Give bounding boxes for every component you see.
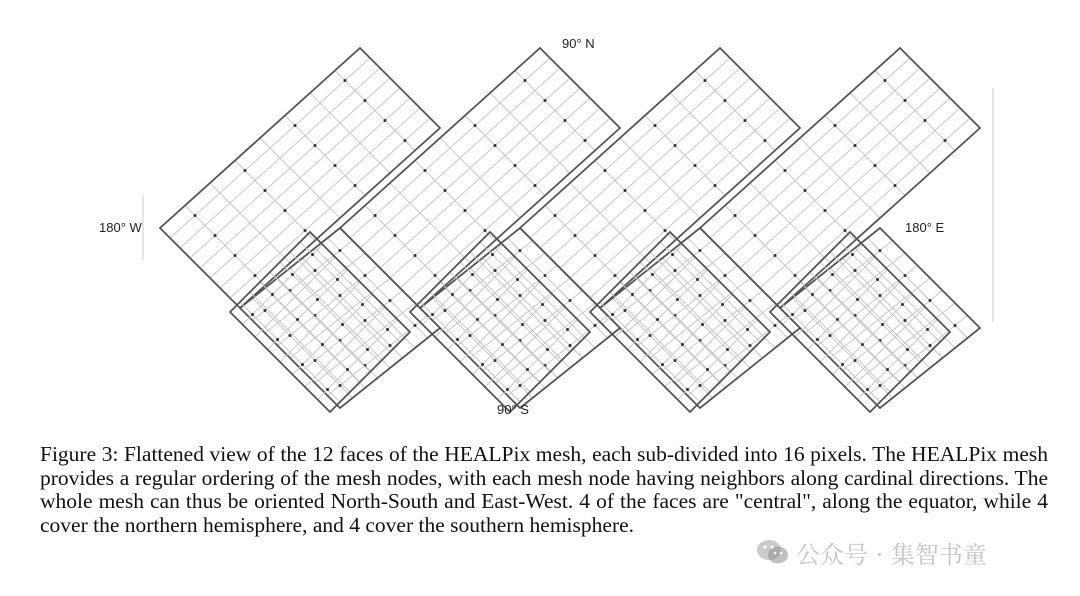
mesh-node bbox=[836, 318, 839, 321]
mesh-face bbox=[590, 232, 770, 412]
mesh-node bbox=[944, 139, 947, 142]
mesh-node bbox=[681, 343, 684, 346]
mesh-node bbox=[661, 363, 664, 366]
mesh-node bbox=[346, 368, 349, 371]
mesh-node bbox=[276, 338, 279, 341]
mesh-node bbox=[361, 303, 364, 306]
mesh-node bbox=[476, 318, 479, 321]
mesh-node bbox=[566, 328, 569, 331]
mesh-node bbox=[861, 343, 864, 346]
label-west: 180° W bbox=[99, 220, 142, 235]
mesh-node bbox=[876, 278, 879, 281]
mesh-node bbox=[264, 309, 267, 312]
mesh-node bbox=[749, 344, 752, 347]
mesh-node bbox=[791, 313, 794, 316]
mesh-node bbox=[701, 323, 704, 326]
mesh-node bbox=[244, 169, 247, 172]
subgrid-line bbox=[290, 278, 390, 358]
mesh-node bbox=[676, 298, 679, 301]
mesh-node bbox=[604, 169, 607, 172]
subgrid-line bbox=[508, 316, 608, 396]
mesh-node bbox=[699, 384, 702, 387]
mesh-node bbox=[434, 274, 437, 277]
mesh-node bbox=[884, 79, 887, 82]
mesh-node bbox=[541, 303, 544, 306]
mesh-node bbox=[594, 324, 597, 327]
mesh-node bbox=[469, 334, 472, 337]
mesh-node bbox=[314, 144, 317, 147]
mesh-node bbox=[304, 229, 307, 232]
mesh-node bbox=[851, 253, 854, 256]
mesh-face bbox=[600, 228, 800, 408]
watermark bbox=[756, 536, 987, 568]
mesh-node bbox=[714, 184, 717, 187]
mesh-node bbox=[644, 209, 647, 212]
mesh-node bbox=[251, 313, 254, 316]
subgrid-line bbox=[675, 248, 775, 348]
mesh-node bbox=[484, 229, 487, 232]
subgrid-line bbox=[335, 71, 415, 151]
mesh-node bbox=[424, 169, 427, 172]
wechat-icon bbox=[756, 538, 790, 566]
mesh-node bbox=[584, 139, 587, 142]
mesh-node bbox=[866, 388, 869, 391]
mesh-node bbox=[271, 293, 274, 296]
subgrid-line bbox=[410, 118, 610, 298]
subgrid-line bbox=[663, 258, 763, 358]
mesh-node bbox=[444, 189, 447, 192]
subgrid-line bbox=[850, 93, 930, 173]
mesh-node bbox=[854, 359, 857, 362]
mesh-node bbox=[904, 274, 907, 277]
mesh-node bbox=[506, 388, 509, 391]
subgrid-line bbox=[328, 316, 428, 396]
mesh-node bbox=[674, 144, 677, 147]
mesh-node bbox=[456, 338, 459, 341]
mesh-node bbox=[824, 209, 827, 212]
mesh-node bbox=[389, 344, 392, 347]
label-east: 180° E bbox=[905, 220, 945, 235]
mesh-node bbox=[686, 388, 689, 391]
subgrid-line bbox=[843, 258, 943, 358]
mesh-node bbox=[774, 254, 777, 257]
subgrid-line bbox=[285, 116, 365, 196]
mesh-node bbox=[366, 348, 369, 351]
subgrid-line bbox=[830, 278, 930, 358]
mesh-node bbox=[544, 319, 547, 322]
mesh-node bbox=[749, 299, 752, 302]
mesh-node bbox=[624, 309, 627, 312]
mesh-node bbox=[364, 319, 367, 322]
mesh-node bbox=[314, 269, 317, 272]
mesh-node bbox=[624, 189, 627, 192]
mesh-node bbox=[519, 384, 522, 387]
mesh-node bbox=[471, 273, 474, 276]
subgrid-line bbox=[230, 118, 430, 298]
mesh-node bbox=[516, 278, 519, 281]
mesh-node bbox=[336, 278, 339, 281]
figure-caption: Figure 3: Flattened view of the 12 faces of the HEALPix mesh, each sub-divided into 16 pixels. The HEALPix mesh provides a regular ordering of the mesh nodes, with each mesh node having neighbors along cardinal directions. The whole mesh can thus be oriented North-South and East-West. 4 of the faces are "central", along the equator, while 4 cover the northern hemisphere, and 4 cover the southern hemisphere. bbox=[40, 442, 1048, 537]
mesh-node bbox=[414, 324, 417, 327]
mesh-node bbox=[746, 328, 749, 331]
mesh-node bbox=[724, 319, 727, 322]
mesh-node bbox=[631, 293, 634, 296]
mesh-node bbox=[316, 298, 319, 301]
mesh-node bbox=[886, 368, 889, 371]
mesh-node bbox=[546, 348, 549, 351]
mesh-node bbox=[339, 294, 342, 297]
mesh-node bbox=[284, 209, 287, 212]
mesh-face bbox=[160, 48, 440, 308]
mesh-node bbox=[264, 189, 267, 192]
mesh-node bbox=[844, 229, 847, 232]
mesh-node bbox=[491, 253, 494, 256]
mesh-node bbox=[354, 184, 357, 187]
subgrid-line bbox=[855, 248, 955, 348]
mesh-node bbox=[526, 368, 529, 371]
mesh-node bbox=[289, 334, 292, 337]
mesh-node bbox=[674, 359, 677, 362]
mesh-node bbox=[254, 274, 257, 277]
mesh-node bbox=[841, 363, 844, 366]
mesh-node bbox=[334, 164, 337, 167]
mesh-node bbox=[294, 124, 297, 127]
mesh-node bbox=[301, 363, 304, 366]
mesh-node bbox=[521, 323, 524, 326]
mesh-node bbox=[464, 209, 467, 212]
subgrid-line bbox=[400, 108, 600, 288]
mesh-node bbox=[664, 229, 667, 232]
mesh-node bbox=[374, 214, 377, 217]
mesh-node bbox=[726, 348, 729, 351]
mesh-node bbox=[569, 299, 572, 302]
mesh-node bbox=[704, 79, 707, 82]
subgrid-line bbox=[310, 93, 390, 173]
watermark-text: 公众号 · 集智书童 bbox=[796, 540, 987, 569]
mesh-node bbox=[881, 323, 884, 326]
mesh-node bbox=[614, 274, 617, 277]
mesh-node bbox=[699, 294, 702, 297]
mesh-node bbox=[671, 253, 674, 256]
subgrid-line bbox=[770, 118, 970, 298]
mesh-node bbox=[474, 124, 477, 127]
mesh-node bbox=[721, 303, 724, 306]
mesh-node bbox=[924, 119, 927, 122]
mesh-node bbox=[854, 144, 857, 147]
mesh-node bbox=[394, 234, 397, 237]
mesh-node bbox=[364, 274, 367, 277]
mesh-node bbox=[321, 343, 324, 346]
subgrid-line bbox=[760, 108, 960, 288]
mesh-node bbox=[774, 324, 777, 327]
mesh-node bbox=[389, 299, 392, 302]
mesh-node bbox=[291, 273, 294, 276]
subgrid-line bbox=[695, 71, 775, 151]
mesh-face bbox=[410, 232, 590, 412]
mesh-node bbox=[724, 274, 727, 277]
mesh-node bbox=[904, 99, 907, 102]
mesh-node bbox=[904, 319, 907, 322]
mesh-node bbox=[694, 164, 697, 167]
mesh-faces bbox=[160, 48, 980, 412]
subgrid-line bbox=[580, 108, 780, 288]
mesh-node bbox=[594, 254, 597, 257]
mesh-node bbox=[804, 309, 807, 312]
mesh-node bbox=[654, 124, 657, 127]
mesh-node bbox=[451, 293, 454, 296]
mesh-node bbox=[929, 344, 932, 347]
subgrid-line bbox=[315, 248, 415, 348]
subgrid-line bbox=[650, 278, 750, 358]
mesh-node bbox=[341, 323, 344, 326]
mesh-node bbox=[444, 309, 447, 312]
mesh-node bbox=[384, 119, 387, 122]
mesh-node bbox=[494, 359, 497, 362]
subgrid-line bbox=[868, 316, 968, 396]
mesh-node bbox=[636, 338, 639, 341]
mesh-node bbox=[519, 294, 522, 297]
mesh-node bbox=[414, 254, 417, 257]
mesh-node bbox=[544, 99, 547, 102]
mesh-face bbox=[770, 232, 950, 412]
mesh-face bbox=[240, 228, 440, 408]
subgrid-line bbox=[875, 71, 955, 151]
mesh-node bbox=[564, 119, 567, 122]
mesh-face bbox=[420, 228, 620, 408]
mesh-node bbox=[764, 139, 767, 142]
mesh-node bbox=[879, 384, 882, 387]
mesh-node bbox=[611, 313, 614, 316]
mesh-node bbox=[234, 254, 237, 257]
mesh-node bbox=[311, 253, 314, 256]
mesh-node bbox=[831, 273, 834, 276]
mesh-node bbox=[574, 234, 577, 237]
mesh-node bbox=[431, 313, 434, 316]
mesh-node bbox=[214, 234, 217, 237]
mesh-node bbox=[699, 249, 702, 252]
mesh-node bbox=[926, 328, 929, 331]
mesh-node bbox=[194, 214, 197, 217]
mesh-node bbox=[874, 164, 877, 167]
mesh-node bbox=[674, 269, 677, 272]
mesh-node bbox=[651, 273, 654, 276]
mesh-node bbox=[816, 338, 819, 341]
mesh-node bbox=[894, 184, 897, 187]
mesh-node bbox=[794, 274, 797, 277]
mesh-node bbox=[856, 298, 859, 301]
mesh-node bbox=[494, 144, 497, 147]
mesh-node bbox=[404, 139, 407, 142]
mesh-node bbox=[804, 189, 807, 192]
label-south: 90° S bbox=[497, 402, 529, 417]
subgrid-line bbox=[470, 278, 570, 358]
subgrid-line bbox=[688, 316, 788, 396]
mesh-node bbox=[519, 249, 522, 252]
mesh-node bbox=[734, 214, 737, 217]
mesh-node bbox=[656, 318, 659, 321]
mesh-node bbox=[386, 328, 389, 331]
mesh-node bbox=[296, 318, 299, 321]
subgrid-line bbox=[590, 118, 790, 298]
mesh-node bbox=[514, 164, 517, 167]
mesh-node bbox=[811, 293, 814, 296]
mesh-node bbox=[494, 269, 497, 272]
mesh-node bbox=[339, 249, 342, 252]
subgrid-line bbox=[220, 108, 420, 288]
mesh-node bbox=[929, 299, 932, 302]
subgrid-line bbox=[495, 248, 595, 348]
mesh-node bbox=[534, 184, 537, 187]
mesh-node bbox=[834, 124, 837, 127]
subgrid-line bbox=[645, 116, 725, 196]
label-north: 90° N bbox=[562, 36, 595, 51]
mesh-node bbox=[754, 234, 757, 237]
mesh-node bbox=[706, 368, 709, 371]
mesh-node bbox=[326, 388, 329, 391]
mesh-face bbox=[780, 228, 980, 408]
mesh-node bbox=[901, 303, 904, 306]
subgrid-line bbox=[303, 258, 403, 358]
mesh-node bbox=[744, 119, 747, 122]
mesh-node bbox=[554, 214, 557, 217]
mesh-node bbox=[954, 324, 957, 327]
subgrid-line bbox=[483, 258, 583, 358]
subgrid-line bbox=[490, 93, 570, 173]
mesh-node bbox=[496, 298, 499, 301]
mesh-node bbox=[879, 294, 882, 297]
subgrid-line bbox=[515, 71, 595, 151]
subgrid-line bbox=[670, 93, 750, 173]
mesh-face bbox=[230, 232, 410, 412]
mesh-node bbox=[501, 343, 504, 346]
mesh-node bbox=[854, 269, 857, 272]
mesh-node bbox=[906, 348, 909, 351]
mesh-node bbox=[339, 384, 342, 387]
mesh-node bbox=[524, 79, 527, 82]
mesh-node bbox=[314, 359, 317, 362]
mesh-node bbox=[649, 334, 652, 337]
mesh-node bbox=[544, 274, 547, 277]
mesh-node bbox=[364, 99, 367, 102]
mesh-node bbox=[569, 344, 572, 347]
mesh-node bbox=[879, 249, 882, 252]
mesh-node bbox=[344, 79, 347, 82]
subgrid-line bbox=[465, 116, 545, 196]
subgrid-line bbox=[825, 116, 905, 196]
mesh-node bbox=[481, 363, 484, 366]
mesh-node bbox=[724, 99, 727, 102]
mesh-node bbox=[784, 169, 787, 172]
mesh-node bbox=[696, 278, 699, 281]
mesh-node bbox=[829, 334, 832, 337]
